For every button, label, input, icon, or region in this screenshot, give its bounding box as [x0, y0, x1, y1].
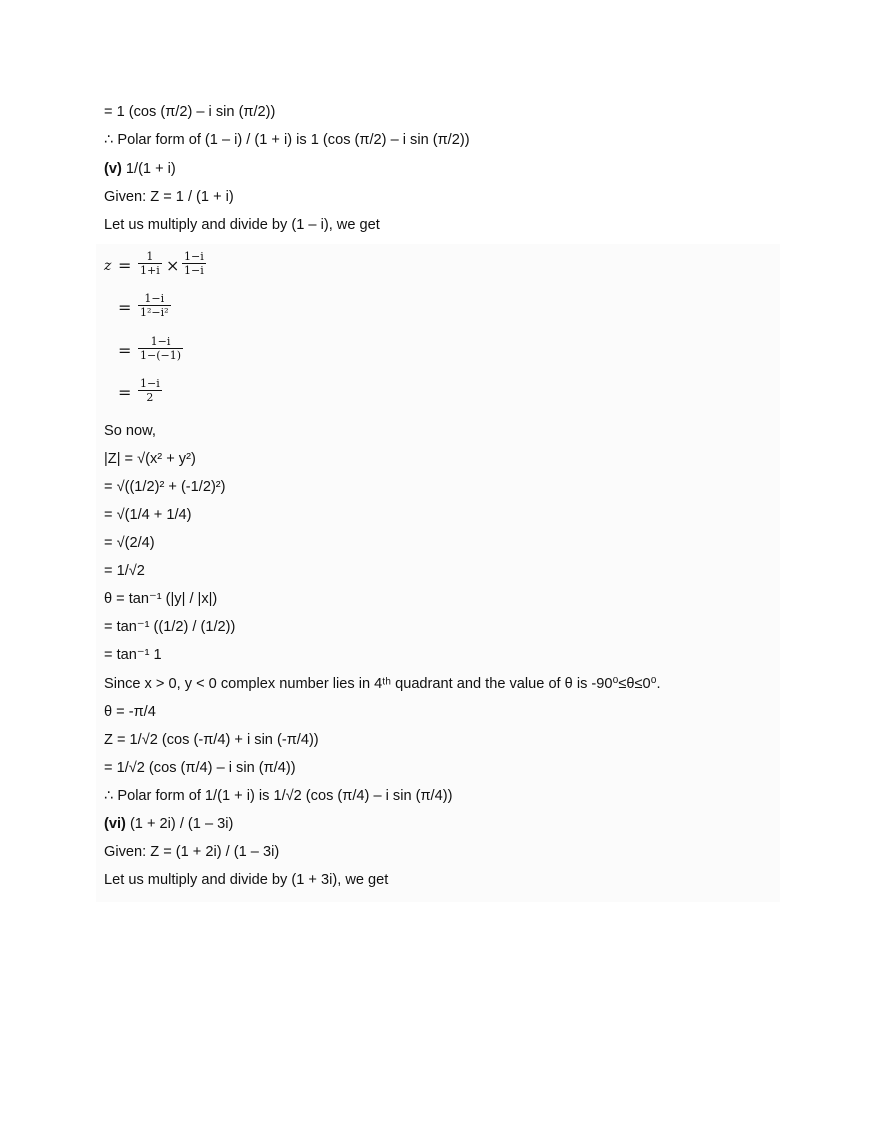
math-fraction	[182, 250, 206, 277]
text-line: = 1/√2 (cos (π/4) – i sin (π/4))	[104, 760, 296, 776]
fraction-denominator: 2	[146, 391, 154, 404]
text-line: Z = 1/√2 (cos (-π/4) + i sin (-π/4))	[104, 732, 319, 748]
fraction-numerator: 1−i	[138, 335, 183, 349]
text-line: = 1/√2	[104, 563, 145, 579]
text-line: Let us multiply and divide by (1 + 3i), we get	[104, 872, 389, 888]
math-equals: =	[118, 383, 132, 402]
math-fraction	[138, 377, 162, 404]
subheading-v	[104, 160, 176, 178]
math-fraction	[138, 292, 171, 319]
text-line: = tan⁻¹ ((1/2) / (1/2))	[104, 619, 236, 635]
text-line: = √((1/2)² + (-1/2)²)	[104, 479, 226, 495]
fraction-denominator: 1−(−1)	[140, 349, 182, 362]
math-equals: =	[118, 341, 132, 360]
fraction-denominator: 1+i	[140, 264, 160, 277]
fraction-numerator: 1−i	[140, 377, 160, 390]
fraction-numerator: 1−i	[184, 250, 204, 263]
part-label: (vi)	[104, 816, 126, 832]
text-line: Given: Z = (1 + 2i) / (1 – 3i)	[104, 844, 280, 860]
text-line: θ = tan⁻¹ (|y| / |x|)	[104, 591, 218, 607]
text-line: θ = -π/4	[104, 704, 156, 720]
text-line: So now,	[104, 423, 156, 439]
math-equals: =	[118, 298, 132, 317]
fraction-numerator: 1	[138, 250, 162, 264]
fraction-denominator: 1−i	[184, 264, 204, 277]
part-text: 1/(1 + i)	[121, 161, 176, 177]
math-equals: =	[118, 256, 132, 275]
math-z: z	[104, 258, 112, 274]
text-line: ∴ Polar form of 1/(1 + i) is 1/√2 (cos (π/4) – i sin (π/4))	[104, 788, 453, 804]
math-derivation	[104, 248, 304, 413]
math-fraction	[138, 335, 183, 362]
fraction-denominator: 1²−i²	[140, 306, 169, 319]
part-text: (1 + 2i) / (1 – 3i)	[125, 816, 234, 832]
text-line: = √(1/4 + 1/4)	[104, 507, 192, 523]
text-line: |Z| = √(x² + y²)	[104, 451, 196, 467]
text-line: = tan⁻¹ 1	[104, 647, 162, 663]
text-line: Given: Z = 1 / (1 + i)	[104, 189, 234, 205]
math-fraction	[138, 250, 162, 277]
text-line: ∴ Polar form of (1 – i) / (1 + i) is 1 (cos (π/2) – i sin (π/2))	[104, 132, 470, 148]
text-line: = √(2/4)	[104, 535, 155, 551]
text-line: = 1 (cos (π/2) – i sin (π/2))	[104, 104, 276, 120]
text-line: Since x > 0, y < 0 complex number lies in 4ᵗʰ quadrant and the value of θ is -90⁰≤θ≤0⁰.	[104, 676, 661, 692]
math-times: ×	[166, 256, 180, 275]
fraction-numerator: 1−i	[138, 292, 171, 306]
subheading-vi	[104, 815, 233, 833]
text-line: Let us multiply and divide by (1 – i), we get	[104, 217, 380, 233]
part-label: (v)	[104, 161, 122, 177]
